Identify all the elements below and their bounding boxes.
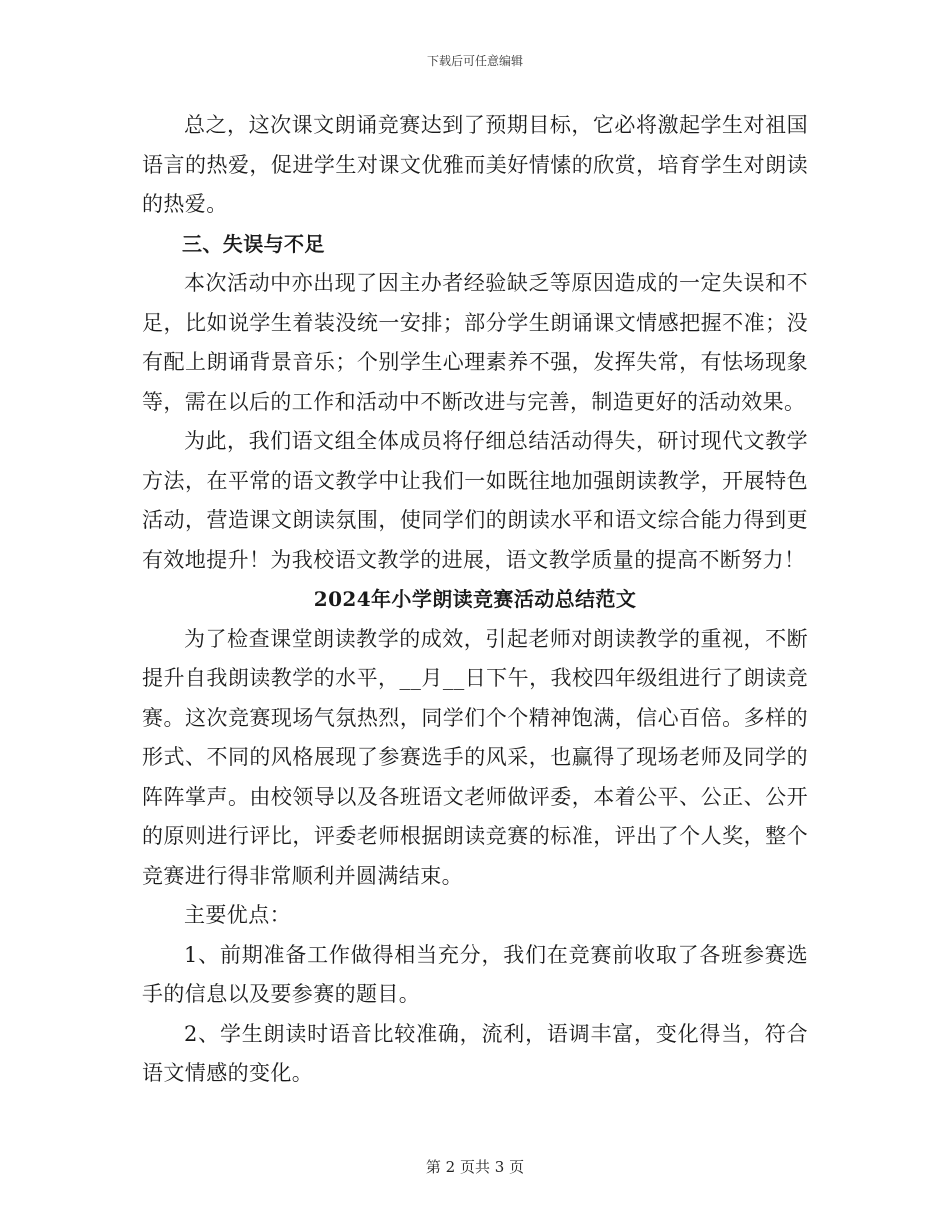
section-heading-shortcomings: 三、失误与不足 bbox=[182, 231, 325, 256]
document-body bbox=[142, 106, 808, 1094]
page-footer: 第 2 页共 3 页 bbox=[425, 1158, 525, 1176]
article-title: 2024年小学朗读竞赛活动总结范文 bbox=[313, 587, 637, 611]
paragraph-main-strengths: 主要优点： bbox=[184, 903, 291, 927]
paragraph-future-plans: 为此，我们语文组全体成员将仔细总结活动得失，研讨现代文教学方法，在平常的语文教学中让我们一如既往地加强朗读教学，开展特色活动，营造课文朗读氛围，使同学们的朗读水平和语文综合能力得到更有效地提升！为我校语文教学的进展，语文教学质量的提高不断努力！ bbox=[142, 429, 808, 572]
paragraph-strength-2: 2、学生朗读时语音比较准确，流利，语调丰富，变化得当，符合语文情感的变化。 bbox=[142, 1021, 808, 1085]
paragraph-shortcomings: 本次活动中亦出现了因主办者经验缺乏等原因造成的一定失误和不足，比如说学生着装没统一安排；部分学生朗诵课文情感把握不准；没有配上朗诵背景音乐；个别学生心理素养不强，发挥失常，有怯场现象等，需在以后的工作和活动中不断改进与完善，制造更好的活动效果。 bbox=[142, 271, 808, 414]
paragraph-intro: 为了检查课堂朗读教学的成效，引起老师对朗读教学的重视，不断提升自我朗读教学的水平，__月__日下午，我校四年级组进行了朗读竞赛。这次竞赛现场气氛热烈，同学们个个精神饱满，信心百倍。多样的形式、不同的风格展现了参赛选手的风采，也赢得了现场老师及同学的阵阵掌声。由校领导以及各班语文老师做评委，本着公平、公正、公开的原则进行评比，评委老师根据朗读竞赛的标准，评出了个人奖，整个竞赛进行得非常顺利并圆满结束。 bbox=[142, 626, 808, 888]
page-header: 下载后可任意编辑 bbox=[426, 54, 523, 68]
paragraph-conclusion: 总之，这次课文朗诵竞赛达到了预期目标，它必将激起学生对祖国语言的热爱，促进学生对课文优雅而美好情愫的欣赏，培育学生对朗读的热爱。 bbox=[142, 113, 808, 216]
paragraph-strength-1: 1、前期准备工作做得相当充分，我们在竞赛前收取了各班参赛选手的信息以及要参赛的题目。 bbox=[142, 942, 808, 1006]
